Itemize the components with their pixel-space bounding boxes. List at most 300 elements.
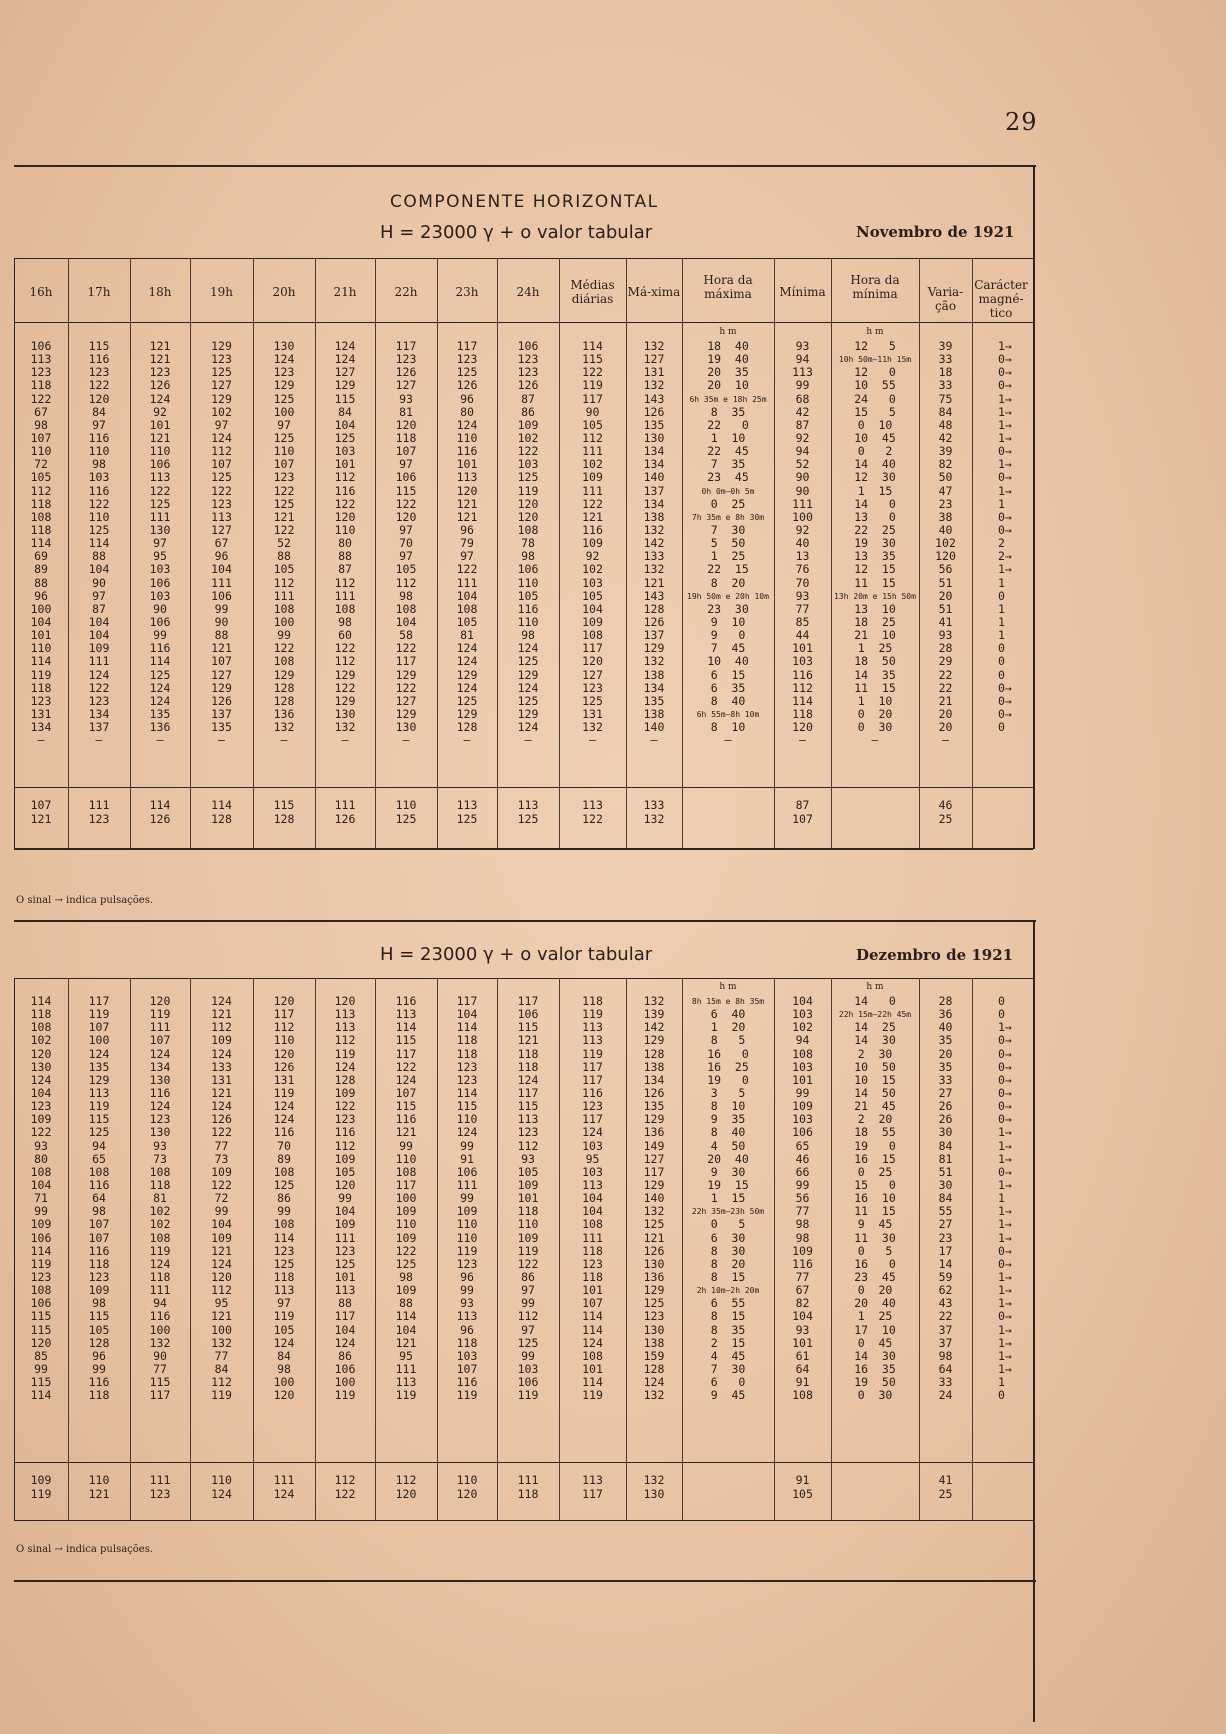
table-cell: 102 <box>30 1033 52 1048</box>
table-cell: 120 <box>395 509 417 524</box>
table-cell: 55 <box>938 1204 953 1219</box>
table-cell: 129 <box>334 667 356 682</box>
table-cell: 109 <box>456 1204 478 1219</box>
table-cell: 106 <box>517 339 539 353</box>
table-cell: 113 <box>149 470 171 485</box>
table-cell: 120 <box>211 1269 232 1284</box>
table-cell: 1 25 <box>857 641 893 656</box>
summary-cell: 128 <box>273 811 295 826</box>
table-cell: 102 <box>149 1217 171 1232</box>
table-cell: 119 <box>334 1388 356 1403</box>
table-cell: 41 <box>938 614 953 629</box>
table-cell: 11 30 <box>854 1230 896 1245</box>
table-cell: 143 <box>643 391 665 406</box>
table-cell: 14 0 <box>854 994 896 1008</box>
table-cell: 124 <box>149 693 171 708</box>
table-cell: 0h 0m–0h 5m <box>701 486 755 496</box>
table-cell: 1 <box>998 575 1005 590</box>
table-cell: 116 <box>88 1243 110 1258</box>
table-cell: 124 <box>273 1335 295 1350</box>
table-cell: 12 30 <box>854 470 896 485</box>
table-cell: 112 <box>792 680 813 695</box>
table-cell: — <box>524 733 532 748</box>
table-cell: 24 0 <box>854 391 896 406</box>
section-title: COMPONENTE HORIZONTAL <box>390 192 659 212</box>
data-column-caracter <box>972 995 1056 1402</box>
table-cell: 82 <box>938 457 953 472</box>
table-cell: 89 <box>277 1151 291 1166</box>
table-cell: 98 <box>795 1230 810 1245</box>
table-cell: 104 <box>211 1217 232 1232</box>
table-cell: 101 <box>149 417 171 432</box>
table-cell: 116 <box>582 1085 603 1100</box>
table-cell: 121 <box>643 575 665 590</box>
table-cell: 75 <box>938 391 953 406</box>
table-cell: 119 <box>88 1007 110 1022</box>
table-cell: 124 <box>88 1046 110 1061</box>
table-cell: 99 <box>92 1361 106 1376</box>
column-header: Médias diárias <box>570 278 615 306</box>
table-cell: 122 <box>211 1125 232 1140</box>
table-cell: 73 <box>214 1151 229 1166</box>
table-cell: 132 <box>643 522 665 537</box>
table-cell: 114 <box>30 654 52 669</box>
table-cell: 121 <box>211 1085 232 1100</box>
table-cell: 94 <box>92 1138 106 1153</box>
table-cell: 105 <box>582 588 603 603</box>
table-cell: 106 <box>456 1164 478 1179</box>
table-cell: 100 <box>88 1033 110 1048</box>
table-cell: 97 <box>92 417 106 432</box>
table-cell: 76 <box>795 562 810 577</box>
table-cell: 100 <box>334 1375 356 1390</box>
table-cell: 7 30 <box>710 1361 746 1376</box>
table-cell: 77 <box>795 601 810 616</box>
table-cell: 122 <box>149 483 171 498</box>
table-cell: 4 50 <box>710 1138 746 1153</box>
table-cell: 67 <box>214 536 229 551</box>
table-cell: 33 <box>938 1072 953 1087</box>
table-cell: 70 <box>277 1138 291 1153</box>
table-cell: 0→ <box>998 444 1012 459</box>
table-cell: 117 <box>88 994 110 1008</box>
table-cell: 120 <box>935 549 956 564</box>
table-cell: 22 15 <box>707 562 749 577</box>
table-cell: 1→ <box>998 483 1012 498</box>
table-cell: 123 <box>517 352 539 367</box>
table-cell: 21 <box>938 693 953 708</box>
table-cell: 101 <box>792 641 813 656</box>
table-cell: 95 <box>214 1296 229 1311</box>
table-cell: 120 <box>30 1046 52 1061</box>
table-cell: 108 <box>30 1020 52 1035</box>
table-cell: 134 <box>30 720 52 735</box>
table-cell: 115 <box>88 339 110 353</box>
table-cell: 115 <box>395 483 417 498</box>
table-cell: 124 <box>517 720 539 735</box>
table-cell: 122 <box>334 496 356 511</box>
table-cell: 22h 15m–22h 45m <box>838 1010 912 1020</box>
table-cell: 117 <box>582 1072 603 1087</box>
table-cell: 132 <box>334 720 356 735</box>
table-cell: 23 30 <box>707 601 749 616</box>
table-cell: 120 <box>395 417 417 432</box>
table-cell: 88 <box>399 1296 413 1311</box>
table-cell: 110 <box>395 1217 417 1232</box>
table-cell: 110 <box>456 1112 478 1127</box>
table-cell: 111 <box>149 509 171 524</box>
table-cell: 44 <box>795 628 810 643</box>
table-cell: 137 <box>643 483 665 498</box>
table-cell: 109 <box>582 614 603 629</box>
table-cell: 115 <box>149 1375 171 1390</box>
table-cell: 122 <box>517 444 539 459</box>
table-cell: 0 5 <box>857 1243 893 1258</box>
table-cell: 129 <box>456 667 478 682</box>
table-cell: 118 <box>792 706 813 721</box>
summary-cell: 126 <box>334 811 356 826</box>
table-cell: 9 30 <box>710 1164 746 1179</box>
summary-cell: 132 <box>643 811 665 826</box>
table-cell: 123 <box>334 1112 356 1127</box>
summary-cell: 122 <box>334 1486 356 1501</box>
table-cell: 117 <box>643 1164 665 1179</box>
table-cell: 113 <box>792 365 813 380</box>
table-cell: 107 <box>395 1085 417 1100</box>
table-cell: 113 <box>334 1283 356 1298</box>
data-column-h22 <box>375 995 437 1402</box>
table-cell: 20 40 <box>707 1151 749 1166</box>
table-cell: 119 <box>30 667 52 682</box>
table-cell: 98 <box>338 614 352 629</box>
table-cell: 97 <box>521 1283 535 1298</box>
table-cell: 35 <box>938 1059 953 1074</box>
table-cell: 100 <box>273 404 295 419</box>
table-cell: — <box>724 733 732 748</box>
table-rule <box>14 848 1033 850</box>
table-cell: 0→ <box>998 693 1012 708</box>
table-cell: 118 <box>456 1046 478 1061</box>
table-cell: 108 <box>273 601 295 616</box>
table-cell: 99 <box>214 601 229 616</box>
table-cell: 122 <box>334 680 356 695</box>
table-cell: 0 <box>998 588 1005 603</box>
table-cell: 122 <box>395 496 417 511</box>
table-cell: 133 <box>211 1059 232 1074</box>
table-cell: 106 <box>149 614 171 629</box>
column-header: 22h <box>394 285 418 299</box>
table-cell: 61 <box>795 1348 810 1363</box>
table-cell: 112 <box>334 470 356 485</box>
table-cell: 132 <box>643 378 665 393</box>
table-cell: 70 <box>795 575 810 590</box>
table-cell: 98 <box>521 549 535 564</box>
table-cell: 99 <box>338 1191 352 1206</box>
table-cell: 119 <box>582 1046 603 1061</box>
table-cell: 50 <box>938 470 953 485</box>
table-cell: 8 40 <box>710 693 746 708</box>
table-cell: 88 <box>214 628 229 643</box>
table-cell: 98 <box>399 588 413 603</box>
table-cell: 7h 35m e 8h 30m <box>691 512 765 522</box>
table-cell: 103 <box>582 1164 603 1179</box>
table-cell: 110 <box>456 1230 478 1245</box>
table-cell: 109 <box>211 1230 232 1245</box>
formula: H = 23000 γ + o valor tabular <box>380 944 653 965</box>
table-cell <box>998 734 1056 747</box>
table-cell: 140 <box>643 470 665 485</box>
table-cell: 101 <box>517 1191 539 1206</box>
table-cell: 113 <box>456 470 478 485</box>
table-cell: 1→ <box>998 391 1012 406</box>
table-cell: 48 <box>938 417 953 432</box>
table-rule <box>14 258 1033 259</box>
table-cell: 113 <box>395 1007 417 1022</box>
column-header: Hora da máxima <box>703 273 753 301</box>
table-cell: 110 <box>273 1033 295 1048</box>
table-cell: 120 <box>582 654 603 669</box>
table-cell: 111 <box>334 1230 356 1245</box>
table-cell: 64 <box>938 1361 953 1376</box>
table-cell: 104 <box>456 588 478 603</box>
table-cell: 96 <box>34 588 48 603</box>
table-cell: 0→ <box>998 365 1012 380</box>
table-cell: 16 35 <box>854 1361 896 1376</box>
table-cell: 0 10 <box>857 417 893 432</box>
table-cell: 0→ <box>998 378 1012 393</box>
table-cell: 123 <box>211 496 232 511</box>
table-cell: 36 <box>938 1007 953 1022</box>
table-cell: 71 <box>34 1191 48 1206</box>
table-cell: 14 50 <box>854 1085 896 1100</box>
table-cell: 117 <box>517 994 539 1008</box>
table-cell: 103 <box>517 457 539 472</box>
table-cell: 0→ <box>998 509 1012 524</box>
table-cell: — <box>589 733 596 748</box>
table-cell: 102 <box>792 1020 813 1035</box>
table-cell: 8 20 <box>710 575 746 590</box>
table-cell: 6 55 <box>710 1296 746 1311</box>
table-cell: 72 <box>34 457 48 472</box>
table-cell: 112 <box>582 430 603 445</box>
table-cell: 1 10 <box>710 430 746 445</box>
table-cell: 134 <box>643 496 665 511</box>
table-cell: 122 <box>395 1059 417 1074</box>
table-cell: 137 <box>211 706 232 721</box>
table-cell: 142 <box>643 1020 665 1035</box>
table-cell: 111 <box>582 1230 603 1245</box>
table-cell: 1→ <box>998 1322 1012 1337</box>
table-cell: 88 <box>338 1296 352 1311</box>
table-cell: 1 15 <box>710 1191 746 1206</box>
table-cell: 115 <box>517 1099 539 1114</box>
table-cell: 100 <box>30 601 52 616</box>
table-cell: 122 <box>517 1256 539 1271</box>
table-cell: 119 <box>395 1388 417 1403</box>
table-cell: 40 <box>795 536 810 551</box>
table-cell: 123 <box>30 365 52 380</box>
table-cell: 37 <box>938 1322 953 1337</box>
table-cell: 136 <box>643 1125 665 1140</box>
table-cell: 116 <box>88 352 110 367</box>
table-cell: 106 <box>149 575 171 590</box>
table-cell: 16 15 <box>854 1151 896 1166</box>
table-cell: 128 <box>334 1072 356 1087</box>
table-cell: 109 <box>88 641 110 656</box>
table-cell: 130 <box>149 1125 171 1140</box>
table-cell: 100 <box>273 1375 295 1390</box>
table-cell: 98 <box>92 1204 106 1219</box>
table-cell: 8 40 <box>710 1125 746 1140</box>
table-cell: 15 5 <box>854 404 896 419</box>
table-cell: 108 <box>395 601 417 616</box>
table-cell: 2 20 <box>857 1112 893 1127</box>
table-cell: 124 <box>149 1099 171 1114</box>
table-cell: 104 <box>30 614 52 629</box>
table-cell: 84 <box>938 1191 953 1206</box>
table-cell: 121 <box>395 1335 417 1350</box>
table-cell: 95 <box>153 549 167 564</box>
table-cell: 117 <box>149 1388 171 1403</box>
table-cell: 0 25 <box>710 496 746 511</box>
table-cell: 99 <box>214 1204 229 1219</box>
table-cell: 121 <box>211 641 232 656</box>
table-cell: 132 <box>643 562 665 577</box>
table-cell: 22 0 <box>707 417 749 432</box>
table-cell: 9 0 <box>710 628 746 643</box>
table-cell: — <box>799 733 806 748</box>
table-cell: 108 <box>30 1283 52 1298</box>
table-cell: 104 <box>395 614 417 629</box>
table-cell: 1 <box>998 496 1005 511</box>
table-cell: 104 <box>88 614 110 629</box>
table-cell: 127 <box>211 378 232 393</box>
table-cell: 121 <box>456 509 478 524</box>
table-cell: 113 <box>582 1033 603 1048</box>
summary-cell: 46 <box>938 798 953 812</box>
table-cell: 107 <box>149 1033 171 1048</box>
table-cell: 108 <box>395 1164 417 1179</box>
column-header: 16h <box>29 285 53 299</box>
column-header: 18h <box>148 285 172 299</box>
summary-cell: 121 <box>88 1486 110 1501</box>
table-cell: 99 <box>277 628 291 643</box>
table-cell: 0→ <box>998 1033 1012 1048</box>
table-cell: 123 <box>456 1072 478 1087</box>
table-cell: 130 <box>149 522 171 537</box>
table-cell: 26 <box>938 1099 953 1114</box>
table-cell: 6h 55m–8h 10m <box>696 709 760 719</box>
table-cell: 111 <box>211 575 232 590</box>
table-cell: 116 <box>273 1125 295 1140</box>
table-cell: 111 <box>582 444 603 459</box>
table-cell: 124 <box>456 417 478 432</box>
summary-cell: 112 <box>395 1473 417 1487</box>
table-cell: 1→ <box>998 1361 1012 1376</box>
table-cell: 97 <box>277 417 291 432</box>
table-cell: 121 <box>211 1309 232 1324</box>
table-cell: 120 <box>273 1046 295 1061</box>
table-cell: 111 <box>149 1283 171 1298</box>
table-cell: 112 <box>517 1309 539 1324</box>
table-cell: 125 <box>395 1256 417 1271</box>
table-cell: 129 <box>88 1072 110 1087</box>
table-cell: 97 <box>399 522 413 537</box>
table-cell: 115 <box>395 1099 417 1114</box>
table-cell: 7 45 <box>710 641 746 656</box>
table-cell: 107 <box>582 1296 603 1311</box>
table-cell: 28 <box>938 641 953 656</box>
table-cell: 108 <box>456 601 478 616</box>
table-cell: 19 40 <box>707 352 749 367</box>
table-cell: 130 <box>334 706 356 721</box>
table-cell: 10 40 <box>707 654 749 669</box>
table-cell: 124 <box>643 1375 665 1390</box>
unit-label: h m <box>866 327 884 337</box>
table-cell: 98 <box>92 1296 106 1311</box>
table-cell: 0 45 <box>857 1335 893 1350</box>
table-cell: 95 <box>399 1348 413 1363</box>
table-cell: 134 <box>643 680 665 695</box>
table-cell: 101 <box>582 1283 603 1298</box>
summary-cell: 114 <box>211 798 232 812</box>
table-cell: 13 10 <box>854 601 896 616</box>
table-cell: 113 <box>334 1020 356 1035</box>
data-column-hora_min <box>831 340 919 747</box>
table-cell: 137 <box>88 720 110 735</box>
table-cell: 20 10 <box>707 378 749 393</box>
table-cell: 10 50 <box>854 1059 896 1074</box>
table-cell: 132 <box>643 994 665 1008</box>
table-cell: 135 <box>149 706 171 721</box>
table-cell: 111 <box>395 1361 417 1376</box>
table-cell: 110 <box>456 1217 478 1232</box>
summary-cell: 107 <box>30 798 52 812</box>
table-cell: 77 <box>214 1138 229 1153</box>
table-cell: 105 <box>456 614 478 629</box>
data-column-hora_min <box>831 995 919 1402</box>
table-cell: 107 <box>211 457 232 472</box>
table-cell: 20 <box>938 706 953 721</box>
table-cell: 129 <box>517 706 539 721</box>
table-cell: 115 <box>395 1033 417 1048</box>
table-cell: 60 <box>338 628 352 643</box>
table-cell: 132 <box>643 654 665 669</box>
table-cell: 132 <box>149 1335 171 1350</box>
table-cell: 116 <box>149 641 171 656</box>
table-cell: 84 <box>214 1361 229 1376</box>
summary-cell: 124 <box>211 1486 232 1501</box>
summary-cell: 111 <box>149 1473 171 1487</box>
table-cell: 117 <box>582 391 603 406</box>
table-cell: 86 <box>521 1269 535 1284</box>
table-cell: 93 <box>938 628 953 643</box>
column-header: 17h <box>87 285 111 299</box>
summary-cell: 105 <box>792 1486 813 1501</box>
table-cell: 101 <box>456 457 478 472</box>
table-cell: 124 <box>273 352 295 367</box>
summary-cell: 112 <box>334 1473 356 1487</box>
table-cell: 110 <box>517 614 539 629</box>
summary-cell: 110 <box>211 1473 232 1487</box>
table-cell: 51 <box>938 1164 953 1179</box>
table-cell: 128 <box>643 1361 665 1376</box>
table-cell: 121 <box>149 352 171 367</box>
table-cell: 119 <box>334 1046 356 1061</box>
table-cell: 0→ <box>998 1243 1012 1258</box>
table-cell: 124 <box>582 1335 603 1350</box>
table-cell: 131 <box>211 1072 232 1087</box>
